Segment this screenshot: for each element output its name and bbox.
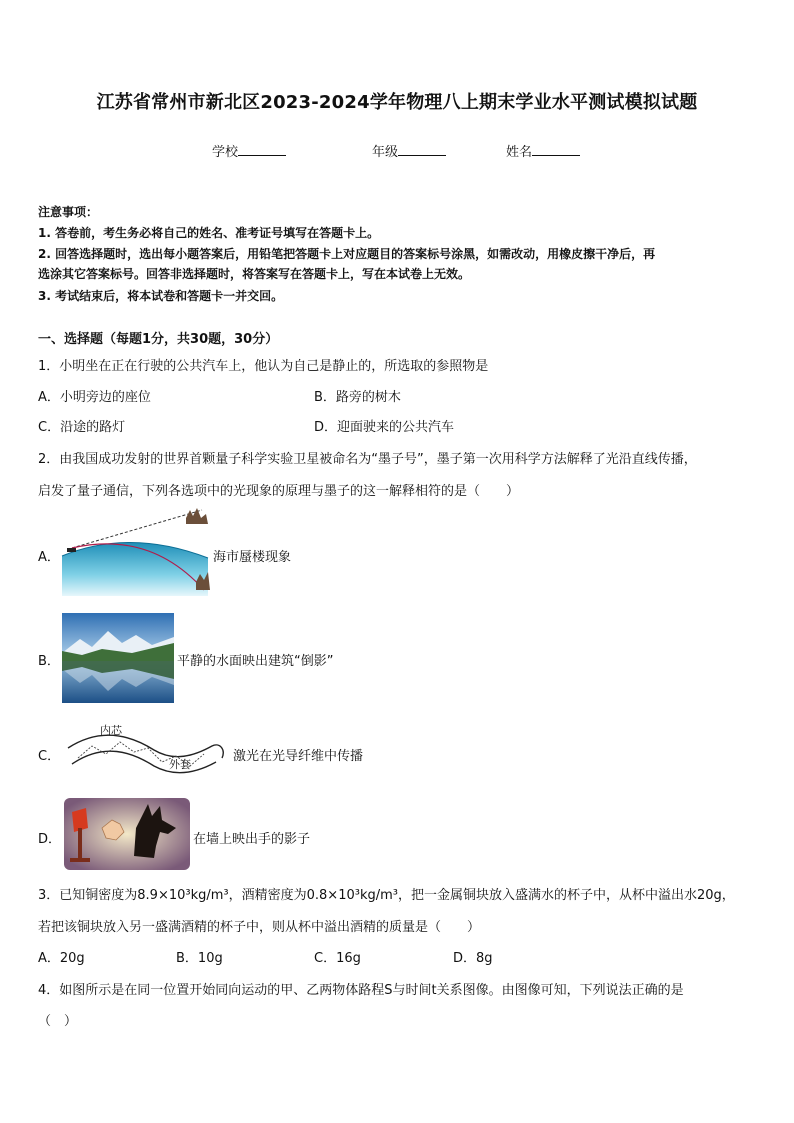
mirage-figure [60,508,212,596]
q3-stem-line1: 3．已知铜密度为8.9×10³kg/m³，酒精密度为0.8×10³kg/m³，把一金属铜块放入盛满水的杯子中，从杯中溢出水20g， [38,888,735,903]
fiber-outer-label: 外套 [169,758,191,771]
name-blank[interactable] [532,143,580,156]
q1-option-b[interactable]: B．路旁的树木 [314,390,401,405]
q2-stem-line2: 启发了量子通信，下列各选项中的光现象的原理与墨子的这一解释相符的是（ ） [38,484,520,499]
grade-field [372,141,446,160]
notes-item-2: 2. 回答选择题时，选出每小题答案后，用铅笔把答题卡上对应题目的答案标号涂黑，如需改动，用橡皮擦干净后，再 [38,247,656,261]
school-blank[interactable] [238,143,286,156]
q2-option-a-letter[interactable]: A． [38,550,60,565]
optical-fiber-figure [62,720,230,780]
q2-option-c-letter[interactable]: C． [38,749,61,764]
notes-item-1: 1. 答卷前，考生务必将自己的姓名、准考证号填写在答题卡上。 [38,226,380,240]
hand-shadow-figure [64,798,190,870]
q3-stem-line2: 若把该铜块放入另一盛满酒精的杯子中，则从杯中溢出酒精的质量是（ ） [38,920,481,935]
q3-option-b[interactable]: B．10g [176,951,223,966]
q2-option-a-text[interactable]: 海市蜃楼现象 [213,550,292,565]
q1-option-d[interactable]: D．迎面驶来的公共汽车 [314,420,455,435]
name-label: 姓名 [506,145,533,160]
notes-item-3: 3. 考试结束后，将本试卷和答题卡一并交回。 [38,289,284,303]
q2-option-b-letter[interactable]: B． [38,654,60,669]
school-label: 学校 [212,145,239,160]
notes-heading: 注意事项： [38,205,99,219]
reflection-figure [62,613,174,703]
fiber-inner-label: 内芯 [100,724,122,737]
q1-option-a[interactable]: A．小明旁边的座位 [38,390,151,405]
q2-option-c-text[interactable]: 激光在光导纤维中传播 [233,749,364,764]
q1-stem: 1．小明坐在正在行驶的公共汽车上，他认为自己是静止的，所选取的参照物是 [38,359,489,374]
q4-stem-line2: （ ） [38,1014,78,1029]
q3-option-c[interactable]: C．16g [314,951,361,966]
grade-label: 年级 [372,145,399,160]
q3-option-a[interactable]: A．20g [38,951,85,966]
name-field [506,141,580,160]
grade-blank[interactable] [398,143,446,156]
q2-option-d-letter[interactable]: D． [38,832,62,847]
q3-option-d[interactable]: D．8g [453,951,493,966]
notes-item-2-cont: 选涂其它答案标号。回答非选择题时，将答案写在答题卡上，写在本试卷上无效。 [38,267,471,281]
q2-option-d-text[interactable]: 在墙上映出手的影子 [193,832,311,847]
q2-stem-line1: 2．由我国成功发射的世界首颗量子科学实验卫星被命名为“墨子号”，墨子第一次用科学方法解释了光沿直线传播， [38,452,697,467]
q2-option-b-text[interactable]: 平静的水面映出建筑“倒影” [177,654,334,669]
exam-title: 江苏省常州市新北区2023-2024学年物理八上期末学业水平测试模拟试题 [96,92,698,113]
section-heading: 一、选择题（每题1分，共30题，30分） [38,332,279,347]
school-field [212,141,286,160]
q4-stem-line1: 4．如图所示是在同一位置开始同向运动的甲、乙两物体路程S与时间t关系图像。由图像可知，下列说法正确的是 [38,983,684,998]
q1-option-c[interactable]: C．沿途的路灯 [38,420,126,435]
